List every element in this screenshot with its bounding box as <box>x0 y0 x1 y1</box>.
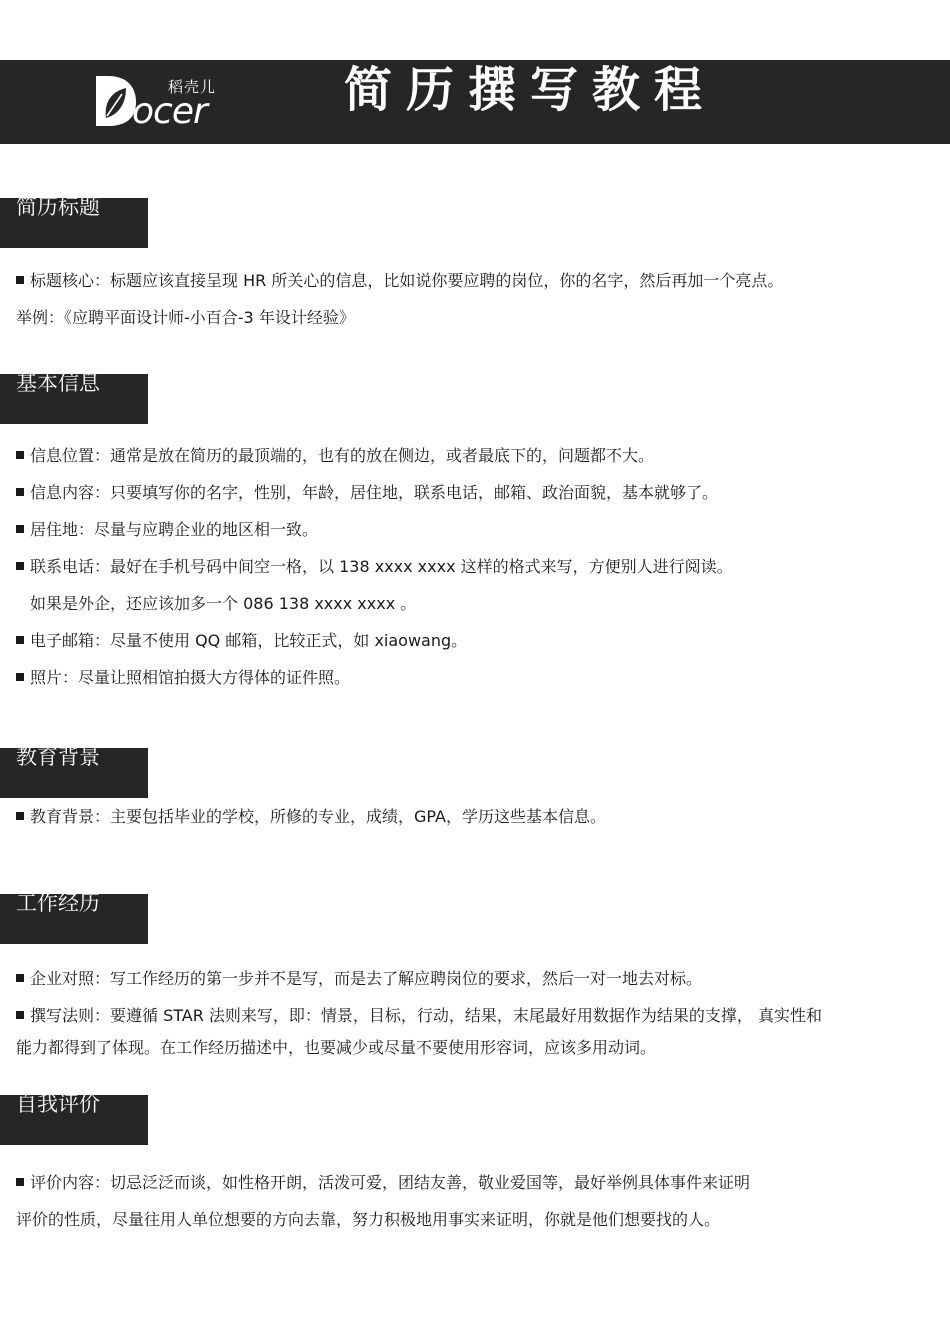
square-bullet-icon <box>16 1178 24 1186</box>
bullet-line <box>16 1005 822 1027</box>
square-bullet-icon <box>16 488 24 496</box>
line-text: 居住地：尽量与应聘企业的地区相一致。 <box>30 520 319 539</box>
line-text: 如果是外企，还应该加多一个 086 138 xxxx xxxx 。 <box>30 594 417 613</box>
line-text: 企业对照：写工作经历的第一步并不是写，而是去了解应聘岗位的要求，然后一对一地去对标。 <box>30 969 703 988</box>
section-heading-label: 简历标题 <box>16 195 100 219</box>
bullet-line <box>16 630 467 652</box>
section-heading-label: 教育背景 <box>16 745 100 769</box>
line-text: 举例：《应聘平面设计师-小百合-3 年设计经验》 <box>16 308 355 327</box>
line-text: 信息位置：通常是放在简历的最顶端的，也有的放在侧边，或者最底下的，问题都不大。 <box>30 446 655 465</box>
line-text: 能力都得到了体现。在工作经历描述中，也要减少或尽量不要使用形容词，应该多用动词。 <box>16 1038 657 1057</box>
logo-chinese-name: 稻壳儿 <box>168 78 217 96</box>
header-bar <box>0 60 950 144</box>
line-text: 教育背景：主要包括毕业的学校，所修的专业，成绩，GPA，学历这些基本信息。 <box>30 807 606 826</box>
logo-wordmark: ocer <box>132 91 207 132</box>
line-text: 电子邮箱：尽量不使用 QQ 邮箱，比较正式，如 xiaowang。 <box>30 631 468 650</box>
section-heading-work-experience <box>0 891 148 944</box>
section-heading-resume-title <box>0 195 148 248</box>
docer-logo <box>92 72 232 134</box>
text-line <box>30 593 416 615</box>
bullet-line <box>16 556 733 578</box>
section-heading-basic-info <box>0 371 148 424</box>
bullet-line <box>16 519 318 541</box>
document-title: 简历撰写教程 <box>344 62 717 118</box>
line-text: 信息内容：只要填写你的名字，性别，年龄，居住地，联系电话，邮箱、政治面貌，基本就够了。 <box>30 483 719 502</box>
line-text: 撰写法则：要遵循 STAR 法则来写，即：情景，目标，行动，结果，末尾最好用数据作为结果的支撑， 真实性和 <box>30 1006 823 1025</box>
section-heading-self-evaluation <box>0 1092 148 1145</box>
square-bullet-icon <box>16 673 24 681</box>
section-heading-label: 基本信息 <box>16 371 100 395</box>
text-line <box>16 1037 656 1059</box>
bullet-line <box>16 270 783 292</box>
square-bullet-icon <box>16 525 24 533</box>
square-bullet-icon <box>16 451 24 459</box>
section-heading-education <box>0 745 148 798</box>
bullet-line <box>16 806 606 828</box>
section-heading-label: 工作经历 <box>16 891 100 915</box>
line-text: 联系电话：最好在手机号码中间空一格，以 138 xxxx xxxx 这样的格式来写，方便别人进行阅读。 <box>30 557 733 576</box>
bullet-line <box>16 968 702 990</box>
text-line <box>16 307 355 329</box>
section-heading-label: 自我评价 <box>16 1092 100 1116</box>
square-bullet-icon <box>16 636 24 644</box>
square-bullet-icon <box>16 812 24 820</box>
square-bullet-icon <box>16 276 24 284</box>
line-text: 评价的性质，尽量往用人单位想要的方向去靠，努力积极地用事实来证明，你就是他们想要找的人。 <box>16 1210 721 1229</box>
square-bullet-icon <box>16 974 24 982</box>
bullet-line <box>16 482 718 504</box>
bullet-line <box>16 1172 750 1194</box>
text-line <box>16 1209 720 1231</box>
square-bullet-icon <box>16 562 24 570</box>
line-text: 照片：尽量让照相馆拍摄大方得体的证件照。 <box>30 668 351 687</box>
bullet-line <box>16 667 350 689</box>
line-text: 评价内容：切忌泛泛而谈，如性格开朗，活泼可爱，团结友善，敬业爱国等，最好举例具体事件来证明 <box>30 1173 751 1192</box>
square-bullet-icon <box>16 1011 24 1019</box>
line-text: 标题核心：标题应该直接呈现 HR 所关心的信息，比如说你要应聘的岗位，你的名字，然后再加一个亮点。 <box>30 271 784 290</box>
bullet-line <box>16 445 654 467</box>
